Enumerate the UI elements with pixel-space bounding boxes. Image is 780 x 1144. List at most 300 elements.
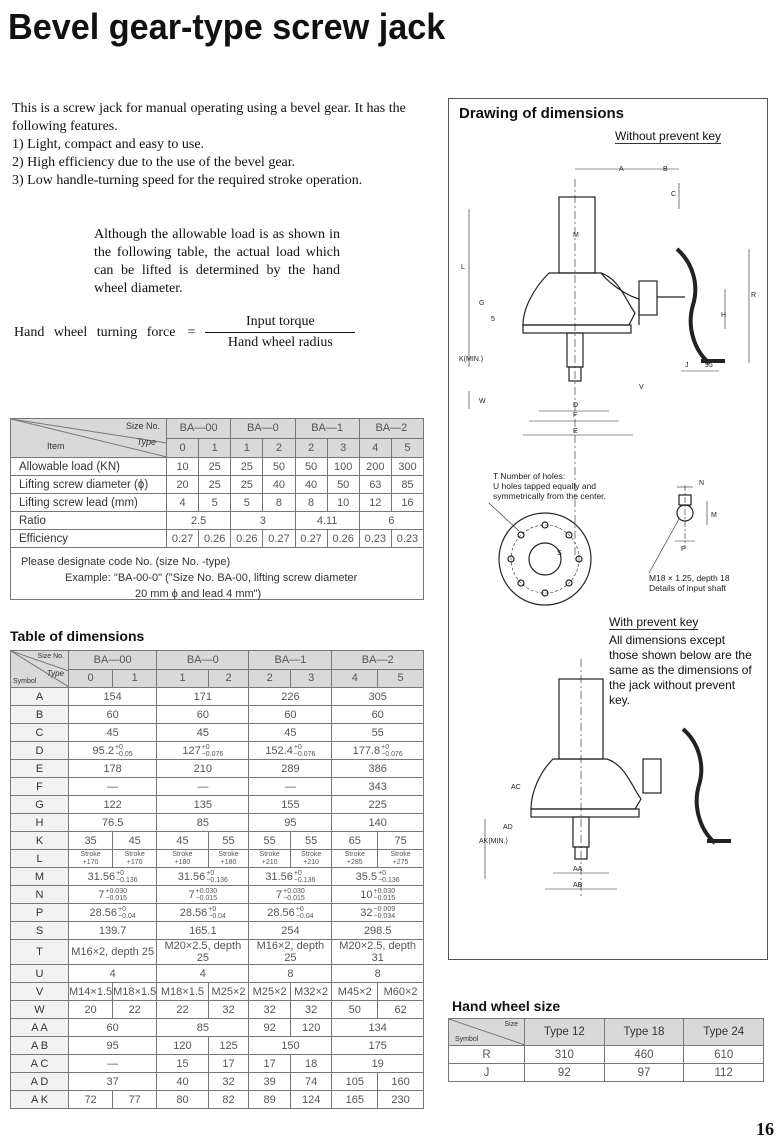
note-line: U holes tapped equally and [493,481,597,491]
input-shaft-detail [649,480,717,573]
remark-line: Example: "BA-00-0" ("Size No. BA-00, lifting screw diameter [65,572,358,584]
table-cell: 32 [208,1073,249,1091]
table-row [11,940,424,965]
symbol-cell: D [11,742,69,760]
symbol-cell: M [11,868,69,886]
size-header: BA—1 [249,651,332,670]
table-row [11,886,424,904]
table-cell: 134 [332,1019,424,1037]
table-cell: 4 [69,965,157,983]
table-row [11,965,424,983]
table-cell: 25 [199,458,231,476]
table-cell: 160 [378,1073,424,1091]
table-cell: 0.26 [199,530,231,548]
size-header: BA—00 [69,651,157,670]
type-header: 4 [359,438,391,458]
row-header: Lifting screw lead (mm) [11,494,167,512]
dim-label: AB [573,882,583,889]
jack-drawing [449,99,769,961]
row-header: Ratio [11,512,167,530]
table-cell: 112 [684,1064,764,1082]
symbol-cell: S [11,922,69,940]
intro-lead: This is a screw jack for manual operating using a bevel gear. It has the following features. [12,101,406,134]
dim-label: K(MIN.) [459,356,484,363]
table-cell: 10 +0.030 −0.015 [332,886,424,904]
table-row [11,983,424,1001]
table-cell: 28.56 +0 −0.04 [69,904,157,922]
table-cell: 55 [208,832,249,850]
table-cell: 37 [69,1073,157,1091]
table-cell: 28.56 +0 −0.04 [249,904,332,922]
table-cell: M25×2 [249,983,290,1001]
table-cell: 100 [327,458,359,476]
table-cell: 35.5 +0 −0.136 [332,868,424,886]
symbol-cell: B [11,706,69,724]
dim-label: AK(MIN.) [479,838,508,845]
table-cell: 32 [208,1001,249,1019]
dimension-drawing-panel [448,98,768,960]
dim-label: 5 [491,316,495,323]
hand-wheel-table [448,1018,764,1082]
table-cell: 25 [199,476,231,494]
type-header: 1 [199,438,231,458]
table-cell: Stroke +210 [290,850,331,868]
hand-wheel-heading: Hand wheel size [452,998,561,1014]
table-cell: 55 [249,832,290,850]
type-header: 1 [157,669,208,688]
table-cell: 82 [208,1091,249,1109]
table-cell: 22 [113,1001,157,1019]
symbol-cell: A C [11,1055,69,1073]
row-header: Lifting screw diameter (ϕ) [11,476,167,494]
table-cell: 45 [157,724,249,742]
table-cell: 0.27 [263,530,295,548]
table-cell: Stroke +275 [378,850,424,868]
table-cell: — [157,778,249,796]
symbol-cell: A [11,688,69,706]
table-cell: 139.7 [69,922,157,940]
table-cell: Stroke +180 [208,850,249,868]
table-cell: 7 +0.030 −0.015 [249,886,332,904]
type-header: 2 [295,438,327,458]
table-cell: 95.2 +0 −0.05 [69,742,157,760]
type-header: 1 [231,438,263,458]
dim-label: L [461,264,465,271]
table-cell: 610 [684,1046,764,1064]
table-row [11,1073,424,1091]
table-row [11,724,424,742]
table-row [11,688,424,706]
table-cell: 19 [332,1055,424,1073]
table-cell: M18×1.5 [113,983,157,1001]
dim-label: R [751,292,757,299]
table-row [11,922,424,940]
type-label: Type [136,437,156,447]
table-row [11,1001,424,1019]
dim-label: C [671,191,677,198]
table-cell: 135 [157,796,249,814]
table-cell: 4 [157,965,249,983]
table-cell: — [69,778,157,796]
dim-label: G [479,300,485,307]
type-label: Type [46,669,64,678]
symbol-cell: A K [11,1091,69,1109]
dim-label: E [573,428,578,435]
note-line: symmetrically from the center. [493,491,606,501]
flange-detail-drawing [489,503,591,605]
table-row [11,1019,424,1037]
table-cell: 154 [69,688,157,706]
symbol-cell: C [11,724,69,742]
table-cell: 171 [157,688,249,706]
size-header: BA—2 [332,651,424,670]
table-cell: 140 [332,814,424,832]
table-row [11,850,424,868]
table-cell: 60 [157,706,249,724]
table-cell: 76.5 [69,814,157,832]
remark-line: 20 mm ϕ and lead 4 mm") [135,588,262,600]
dim-label: S [557,550,562,557]
table-cell: 15 [157,1055,208,1073]
table-row [11,868,424,886]
type-header: 3 [327,438,359,458]
table-cell: 4.11 [295,512,359,530]
table-cell: 8 [295,494,327,512]
table-cell: 177.8 +0 −0.076 [332,742,424,760]
table-cell: 31.56 +0 −0.136 [69,868,157,886]
formula-denominator: Hand wheel radius [227,335,333,350]
note-line: M18 × 1.25, depth 18 [649,573,730,583]
symbol-cell: F [11,778,69,796]
table-cell: Stroke +180 [157,850,208,868]
table-cell: M16×2, depth 25 [69,940,157,965]
table-cell: 127 +0 −0.076 [157,742,249,760]
symbol-cell: H [11,814,69,832]
page-number: 16 [756,1119,774,1139]
row-header: J [449,1064,525,1082]
table-cell: — [69,1055,157,1073]
table-cell: 5 [231,494,263,512]
table-row [11,1091,424,1109]
table-row [11,512,424,530]
table-cell: 74 [290,1073,331,1091]
size-header: BA—00 [167,419,231,439]
table-cell: — [249,778,332,796]
table-row [11,1037,424,1055]
symbol-cell: A A [11,1019,69,1037]
type-header: 0 [167,438,199,458]
load-note: Although the allowable load is as shown in the following table, the actual load which can be lifted is determined by the hand wheel diameter. [94,227,340,296]
table-cell: 343 [332,778,424,796]
table-cell: 63 [359,476,391,494]
table-cell: 20 [69,1001,113,1019]
table-cell: 45 [69,724,157,742]
table-cell: 165 [332,1091,378,1109]
table-cell: 230 [378,1091,424,1109]
size-no-label: Size No. [37,653,64,660]
dims-corner-cell [11,651,69,688]
table-cell: 105 [332,1073,378,1091]
table-cell: 0.23 [391,530,423,548]
table-row [11,904,424,922]
table-cell: 45 [113,832,157,850]
feature-list [12,136,424,190]
table-cell: 305 [332,688,424,706]
table-cell: 12 [359,494,391,512]
table-cell: M25×2 [208,983,249,1001]
table-cell: 55 [290,832,331,850]
without-key-subtitle: Without prevent key [615,129,722,143]
table-cell: 298.5 [332,922,424,940]
table-cell: 50 [295,458,327,476]
table-cell: 460 [604,1046,684,1064]
dim-label: P [681,546,686,553]
table-cell: 386 [332,760,424,778]
symbol-cell: P [11,904,69,922]
type-header: 2 [208,669,249,688]
table-cell: 32 [290,1001,331,1019]
table-cell: 210 [157,760,249,778]
table-cell: 89 [249,1091,290,1109]
table-cell: 31.56 +0 −0.136 [249,868,332,886]
size-header: BA—0 [231,419,295,439]
feature-item: 1) Light, compact and easy to use. [12,137,205,152]
table-cell: 254 [249,922,332,940]
dim-label: J [685,362,689,369]
drawing-title: Drawing of dimensions [459,105,625,122]
size-header: BA—1 [295,419,359,439]
table-cell: Stroke +170 [69,850,113,868]
table-cell: 75 [378,832,424,850]
table-cell: 150 [249,1037,332,1055]
remark-line: Please designate code No. (size No. -type) [21,556,231,568]
input-shaft-note [649,573,730,593]
table-cell: Stroke +170 [113,850,157,868]
table-row [11,742,424,760]
table-row [11,476,424,494]
size-label: Size [504,1021,518,1028]
table-cell: 120 [157,1037,208,1055]
table-cell: 65 [332,832,378,850]
symbol-cell: V [11,983,69,1001]
size-no-label: Size No. [125,421,160,431]
type-header: Type 18 [604,1019,684,1046]
with-key-subtitle: With prevent key [609,615,699,629]
table-row [11,760,424,778]
table-cell: 25 [231,458,263,476]
turning-force-formula [14,314,355,351]
table-row [11,494,424,512]
dim-label: V [639,384,644,391]
table-cell: 60 [249,706,332,724]
symbol-cell: W [11,1001,69,1019]
table-cell: 6 [359,512,423,530]
table-cell: 200 [359,458,391,476]
table-cell: 20 [167,476,199,494]
table-row [11,814,424,832]
table-cell: 120 [290,1019,331,1037]
table-cell: 8 [249,965,332,983]
type-header: Type 24 [684,1019,764,1046]
table-cell: 60 [69,1019,157,1037]
note-line: Details of input shaft [649,583,727,593]
table-row [449,1046,764,1064]
table-row [11,458,424,476]
symbol-cell: N [11,886,69,904]
table-cell: M32×2 [290,983,331,1001]
table-cell: 40 [295,476,327,494]
table-cell: 8 [263,494,295,512]
dim-label: F [573,412,578,419]
dimensions-heading: Table of dimensions [10,628,145,644]
formula-equals: = [187,324,196,340]
table-cell: 85 [157,814,249,832]
item-label: Item [47,441,65,451]
feature-item: 3) Low handle-turning speed for the required stroke operation. [12,173,363,188]
type-header: 5 [378,669,424,688]
table-cell: 25 [231,476,263,494]
table-cell: 152.4 +0 −0.076 [249,742,332,760]
size-header: BA—2 [359,419,423,439]
dim-label: AA [573,866,583,873]
table-cell: 175 [332,1037,424,1055]
table-cell: M60×2 [378,983,424,1001]
table-cell: 2.5 [167,512,231,530]
table-cell: 22 [157,1001,208,1019]
table-cell: 55 [332,724,424,742]
with-key-description: All dimensions except those shown below are the same as the dimensions of the jack without prevent key. [609,633,752,707]
type-header: Type 12 [525,1019,605,1046]
dim-label: W [479,398,486,405]
table-cell: 50 [263,458,295,476]
table-cell: 3 [231,512,295,530]
table-cell: 7 +0.030 −0.015 [157,886,249,904]
table-cell: 225 [332,796,424,814]
table-cell: 4 [167,494,199,512]
table-cell: Stroke +285 [332,850,378,868]
table-cell: 8 [332,965,424,983]
table-cell: 50 [332,1001,378,1019]
table-cell: 125 [208,1037,249,1055]
table-cell: 50 [327,476,359,494]
type-header: 1 [113,669,157,688]
table-cell: 60 [69,706,157,724]
table-cell: M16×2, depth 25 [249,940,332,965]
table-cell: 178 [69,760,157,778]
table-cell: 60 [332,706,424,724]
type-header: 4 [332,669,378,688]
table-cell: 97 [604,1064,684,1082]
table-row [449,1064,764,1082]
designation-remark [10,548,424,600]
dim-label: 95 [705,362,713,369]
table-cell: 17 [249,1055,290,1073]
table-row [11,530,424,548]
table-cell: 5 [199,494,231,512]
dimensions-table [10,650,424,1109]
table-cell: 17 [208,1055,249,1073]
intro-text [12,100,424,190]
row-header: Allowable load (KN) [11,458,167,476]
symbol-cell: K [11,832,69,850]
table-cell: 40 [157,1073,208,1091]
table-cell: Stroke +210 [249,850,290,868]
table-cell: 45 [249,724,332,742]
row-header: Efficiency [11,530,167,548]
table-cell: 289 [249,760,332,778]
type-header: 0 [69,669,113,688]
dim-label: A [619,166,624,173]
table-cell: 92 [249,1019,290,1037]
table-cell: 7 +0.030 −0.015 [69,886,157,904]
table-cell: 10 [167,458,199,476]
table-cell: 32 [249,1001,290,1019]
type-header: 5 [391,438,423,458]
table-cell: 0.23 [359,530,391,548]
table-cell: M14×1.5 [69,983,113,1001]
table-cell: 40 [263,476,295,494]
dim-label: D [573,402,579,409]
type-header: 2 [249,669,290,688]
table-row [11,796,424,814]
table-cell: M45×2 [332,983,378,1001]
dim-label: B [663,166,668,173]
table-cell: 77 [113,1091,157,1109]
table-cell: 0.27 [167,530,199,548]
row-header: R [449,1046,525,1064]
symbol-cell: T [11,940,69,965]
formula-fraction [205,314,355,351]
hw-corner-cell [449,1019,525,1046]
size-header: BA—0 [157,651,249,670]
table-cell: 32 −0.009 −0.034 [332,904,424,922]
symbol-cell: A B [11,1037,69,1055]
table-cell: 155 [249,796,332,814]
table-cell: 80 [157,1091,208,1109]
formula-label: Hand wheel turning force [14,324,176,340]
table-cell: 300 [391,458,423,476]
table-cell: 62 [378,1001,424,1019]
dim-label: N [699,480,705,487]
specification-table [10,418,424,600]
table-cell: 0.26 [327,530,359,548]
dim-label: M [573,232,579,239]
table-cell: 122 [69,796,157,814]
type-header: 3 [290,669,331,688]
type-header: 2 [263,438,295,458]
dim-label: M [711,512,717,519]
page-title: Bevel gear-type screw jack [8,6,446,47]
table-cell: 18 [290,1055,331,1073]
table-cell: 16 [391,494,423,512]
table-cell: 10 [327,494,359,512]
table-row [11,1055,424,1073]
table-cell: 95 [249,814,332,832]
symbol-cell: E [11,760,69,778]
table-cell: 85 [157,1019,249,1037]
holes-note [493,471,606,501]
dim-label: H [721,312,727,319]
table-row [11,706,424,724]
symbol-label: Symbol [455,1036,479,1043]
table-cell: 95 [69,1037,157,1055]
note-line: T Number of holes: [493,471,566,481]
formula-numerator: Input torque [205,314,355,333]
symbol-cell: L [11,850,69,868]
table-cell: 72 [69,1091,113,1109]
table-cell: 0.26 [231,530,263,548]
table-cell: 226 [249,688,332,706]
